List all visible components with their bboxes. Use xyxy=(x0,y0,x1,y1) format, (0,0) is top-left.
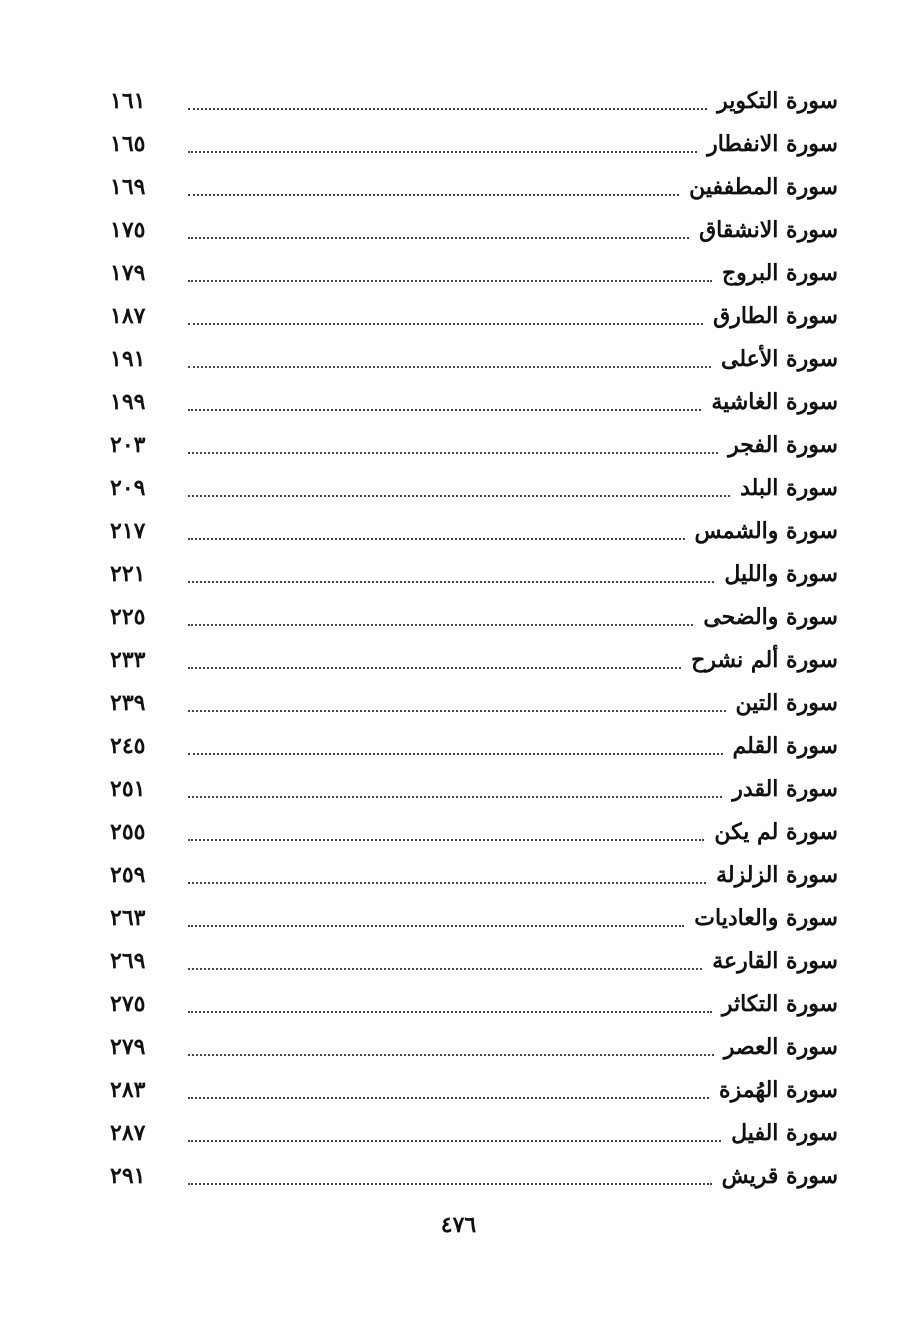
toc-entry-title: سورة الانشقاق xyxy=(699,217,838,243)
toc-entry-page: ١٩١ xyxy=(110,346,146,372)
dot-leader xyxy=(188,968,702,970)
toc-entry-page: ٢٨٧ xyxy=(110,1120,146,1146)
toc-entry-title: سورة والليل xyxy=(724,561,838,587)
toc-entry-title: سورة القدر xyxy=(732,776,838,802)
toc-entry-title: سورة الزلزلة xyxy=(716,862,838,888)
dot-leader xyxy=(188,925,684,927)
toc-entry-title: سورة الغاشية xyxy=(711,389,838,415)
toc-entry-page: ٢٤٥ xyxy=(110,733,146,759)
table-of-contents xyxy=(110,80,838,1198)
toc-entry-page: ٢٣٩ xyxy=(110,690,146,716)
toc-entry-page: ٢٢٥ xyxy=(110,604,146,630)
toc-entry xyxy=(110,983,838,1026)
toc-entry xyxy=(110,1155,838,1198)
dot-leader xyxy=(188,1183,712,1185)
toc-entry-page: ٢٠٣ xyxy=(110,432,146,458)
toc-entry xyxy=(110,510,838,553)
dot-leader xyxy=(188,194,679,196)
toc-entry-page: ١٨٧ xyxy=(110,303,146,329)
toc-entry-page: ٢٥١ xyxy=(110,776,146,802)
toc-entry-page: ١٧٥ xyxy=(110,217,146,243)
dot-leader xyxy=(188,151,697,153)
toc-entry-page: ٢٢١ xyxy=(110,561,146,587)
dot-leader xyxy=(188,323,703,325)
toc-entry xyxy=(110,424,838,467)
dot-leader xyxy=(188,581,714,583)
toc-entry xyxy=(110,209,838,252)
toc-entry-page: ٢٦٣ xyxy=(110,905,146,931)
toc-entry xyxy=(110,682,838,725)
toc-entry-title: سورة العصر xyxy=(723,1034,838,1060)
toc-entry xyxy=(110,897,838,940)
toc-entry-page: ٢٠٩ xyxy=(110,475,146,501)
toc-entry xyxy=(110,252,838,295)
dot-leader xyxy=(188,1054,714,1056)
toc-entry-page: ١٧٩ xyxy=(110,260,146,286)
toc-entry xyxy=(110,467,838,510)
toc-entry-title: سورة القلم xyxy=(732,733,838,759)
toc-entry-title: سورة المطففين xyxy=(689,174,838,200)
dot-leader xyxy=(188,452,718,454)
toc-entry xyxy=(110,639,838,682)
toc-entry xyxy=(110,1026,838,1069)
dot-leader xyxy=(188,366,711,368)
toc-entry-title: سورة الفيل xyxy=(731,1120,838,1146)
dot-leader xyxy=(188,667,681,669)
toc-entry xyxy=(110,80,838,123)
toc-entry-page: ٢٦٩ xyxy=(110,948,146,974)
dot-leader xyxy=(188,624,693,626)
toc-entry-page: ١٩٩ xyxy=(110,389,146,415)
toc-entry xyxy=(110,1112,838,1155)
toc-entry-title: سورة الهُمزة xyxy=(719,1077,838,1103)
toc-entry-page: ٢١٧ xyxy=(110,518,146,544)
toc-entry xyxy=(110,725,838,768)
dot-leader xyxy=(188,882,706,884)
toc-entry-page: ١٦٥ xyxy=(110,131,146,157)
toc-entry-title: سورة التين xyxy=(735,690,838,716)
toc-entry xyxy=(110,338,838,381)
toc-entry-page: ١٦٩ xyxy=(110,174,146,200)
toc-entry-title: سورة القارعة xyxy=(712,948,838,974)
dot-leader xyxy=(188,495,730,497)
page-number: ٤٧٦ xyxy=(440,1212,477,1238)
dot-leader xyxy=(188,108,707,110)
dot-leader xyxy=(188,753,723,755)
toc-entry xyxy=(110,381,838,424)
toc-entry-page: ٢٨٣ xyxy=(110,1077,146,1103)
toc-entry-title: سورة الانفطار xyxy=(707,131,838,157)
toc-entry xyxy=(110,166,838,209)
dot-leader xyxy=(188,839,704,841)
toc-entry-page: ٢٩١ xyxy=(110,1163,146,1189)
dot-leader xyxy=(188,710,726,712)
toc-entry-title: سورة قريش xyxy=(721,1163,838,1189)
toc-entry-page: ٢٥٩ xyxy=(110,862,146,888)
dot-leader xyxy=(188,796,722,798)
toc-entry-page: ٢٧٩ xyxy=(110,1034,146,1060)
toc-entry-title: سورة الفجر xyxy=(728,432,838,458)
toc-entry xyxy=(110,768,838,811)
toc-entry-title: سورة والشمس xyxy=(694,518,838,544)
toc-entry xyxy=(110,596,838,639)
toc-entry-title: سورة الأعلى xyxy=(720,346,838,372)
toc-entry-title: سورة ألم نشرح xyxy=(691,647,838,673)
dot-leader xyxy=(188,409,701,411)
toc-entry-page: ١٦١ xyxy=(110,88,146,114)
toc-entry-page: ٢٥٥ xyxy=(110,819,146,845)
toc-entry xyxy=(110,553,838,596)
toc-entry-title: سورة الطارق xyxy=(713,303,838,329)
toc-entry-title: سورة التكوير xyxy=(717,88,838,114)
toc-entry xyxy=(110,854,838,897)
dot-leader xyxy=(188,280,712,282)
toc-entry-page: ٢٣٣ xyxy=(110,647,146,673)
toc-entry xyxy=(110,295,838,338)
toc-entry-title: سورة البلد xyxy=(740,475,838,501)
toc-entry xyxy=(110,811,838,854)
toc-entry-title: سورة البروج xyxy=(721,260,838,286)
toc-entry-page: ٢٧٥ xyxy=(110,991,146,1017)
dot-leader xyxy=(188,1011,712,1013)
toc-entry-title: سورة التكاثر xyxy=(721,991,838,1017)
dot-leader xyxy=(188,538,685,540)
dot-leader xyxy=(188,1097,709,1099)
dot-leader xyxy=(188,1140,721,1142)
toc-entry-title: سورة والعاديات xyxy=(694,905,838,931)
toc-entry-title: سورة والضحى xyxy=(703,604,838,630)
toc-entry-title: سورة لم يكن xyxy=(714,819,838,845)
toc-entry xyxy=(110,1069,838,1112)
toc-entry xyxy=(110,123,838,166)
toc-entry xyxy=(110,940,838,983)
dot-leader xyxy=(188,237,689,239)
